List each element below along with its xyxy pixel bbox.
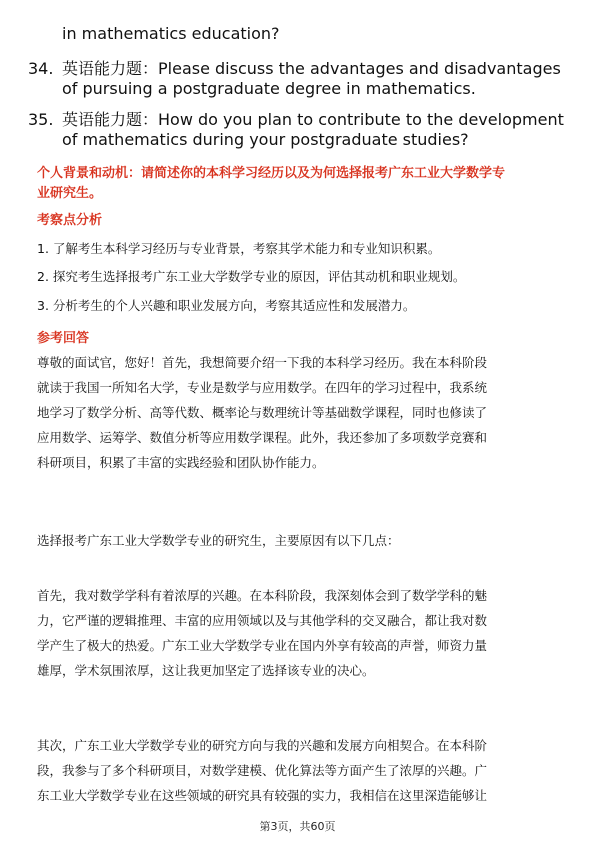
paragraph-line: 学产生了极大的热爱。广东工业大学数学专业在国内外享有较高的声誉，师资力量 — [37, 638, 488, 653]
topic-line: 个人背景和动机：请简述你的本科学习经历以及为何选择报考广东工业大学数学专 — [37, 166, 506, 181]
question-number: 34. — [28, 59, 54, 78]
answer-paragraph-4 — [37, 733, 559, 808]
topic-heading — [37, 164, 567, 204]
paragraph-line: 段，我参与了多个科研项目，对数学建模、优化算法等方面产生了浓厚的兴趣。广 — [37, 763, 488, 778]
analysis-heading: 考察点分析 — [37, 213, 103, 228]
answer-heading: 参考回答 — [37, 331, 90, 346]
paragraph-line: 应用数学、运筹学、数值分析等应用数学课程。此外，我还参加了多项数学竞赛和 — [37, 430, 488, 445]
answer-paragraph-3 — [37, 583, 559, 683]
analysis-item: 1. 了解考生本科学习经历与专业背景，考察其学术能力和专业知识积累。 — [37, 241, 441, 256]
paragraph-line: 就读于我国一所知名大学，专业是数学与应用数学。在四年的学习过程中，我系统 — [37, 380, 488, 395]
paragraph-line: 东工业大学数学专业在这些领域的研究具有较强的实力，我相信在这里深造能够让 — [37, 788, 488, 803]
analysis-item: 3. 分析考生的个人兴趣和职业发展方向，考察其适应性和发展潜力。 — [37, 298, 416, 313]
answer-paragraph-2 — [37, 528, 559, 553]
paragraph-line: 雄厚，学术氛围浓厚，这让我更加坚定了选择该专业的决心。 — [37, 663, 375, 678]
question-33-tail: in mathematics education? — [62, 24, 280, 43]
question-text-line: 英语能力题：Please discuss the advantages and disadvantages — [62, 59, 561, 78]
paragraph-line: 首先，我对数学学科有着浓厚的兴趣。在本科阶段，我深刻体会到了数学学科的魅 — [37, 588, 488, 603]
answer-paragraph-1 — [37, 350, 559, 475]
paragraph-line: 科研项目，积累了丰富的实践经验和团队协作能力。 — [37, 455, 325, 470]
question-number: 35. — [28, 110, 54, 129]
analysis-item: 2. 探究考生选择报考广东工业大学数学专业的原因，评估其动机和职业规划。 — [37, 269, 466, 284]
page-footer: 第3页，共60页 — [259, 820, 336, 833]
paragraph-line: 选择报考广东工业大学数学专业的研究生，主要原因有以下几点： — [37, 533, 400, 548]
paragraph-line: 力，它严谨的逻辑推理、丰富的应用领域以及与其他学科的交叉融合，都让我对数 — [37, 613, 488, 628]
question-text-line: of mathematics during your postgraduate studies? — [62, 130, 469, 149]
question-text-line: of pursuing a postgraduate degree in mathematics. — [62, 79, 476, 98]
question-text-line: 英语能力题：How do you plan to contribute to the development — [62, 110, 564, 129]
paragraph-line: 其次，广东工业大学数学专业的研究方向与我的兴趣和发展方向相契合。在本科阶 — [37, 738, 488, 753]
paragraph-line: 地学习了数学分析、高等代数、概率论与数理统计等基础数学课程，同时也修读了 — [37, 405, 488, 420]
paragraph-line: 尊敬的面试官，您好！首先，我想简要介绍一下我的本科学习经历。我在本科阶段 — [37, 355, 488, 370]
topic-line: 业研究生。 — [37, 186, 103, 201]
